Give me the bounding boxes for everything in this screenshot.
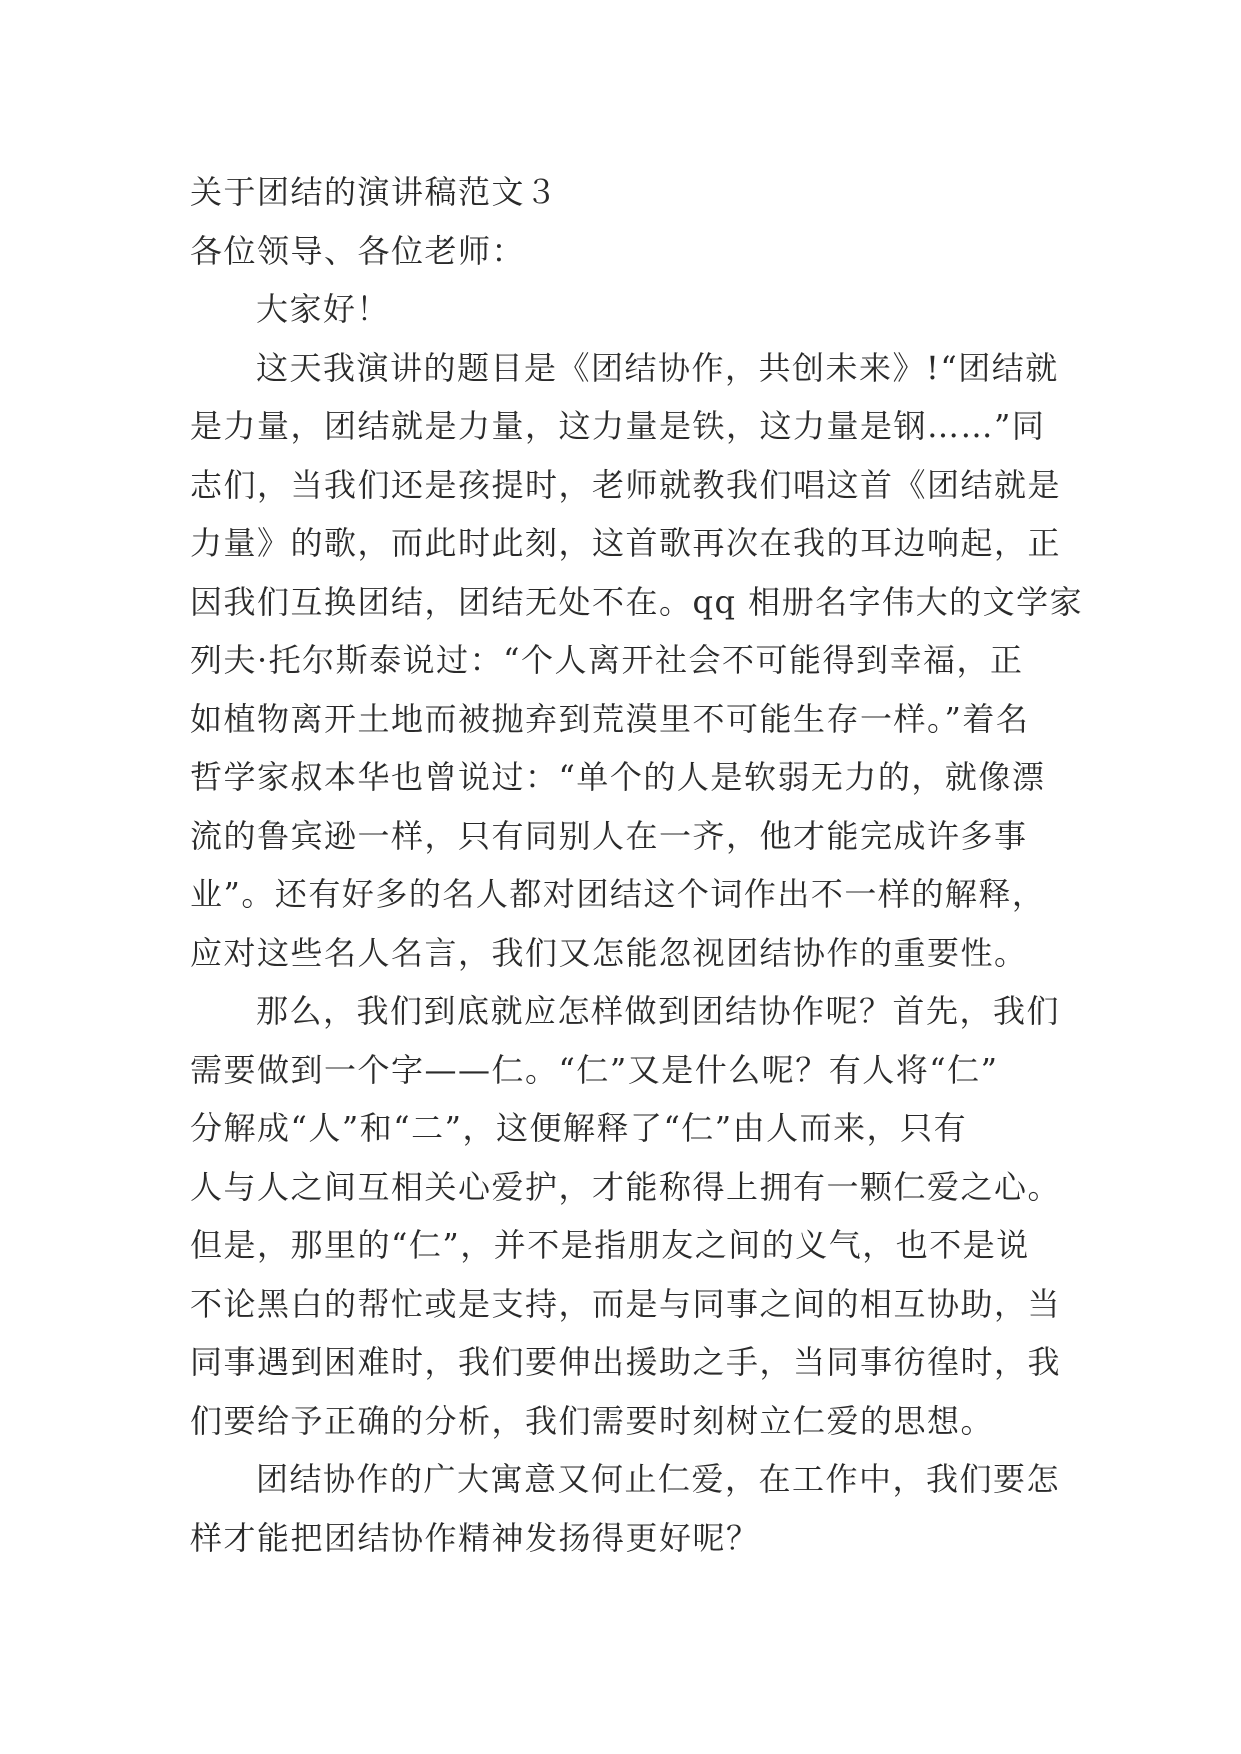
text-line: 这天我演讲的题目是《团结协作，共创未来》!“团结就 (256, 348, 1059, 387)
text-line: 志们，当我们还是孩提时，老师就教我们唱这首《团结就是 (190, 465, 1062, 504)
document-body (190, 163, 1084, 1567)
text-line: 不论黑白的帮忙或是支持，而是与同事之间的相互协助，当 (190, 1284, 1062, 1323)
text-line: 那么，我们到底就应怎样做到团结协作呢？首先，我们 (256, 992, 1061, 1030)
text-line: 团结协作的广大寓意又何止仁爱，在工作中，我们要怎 (256, 1460, 1061, 1498)
text-line: 是力量，团结就是力量，这力量是铁，这力量是钢……”同 (190, 407, 1046, 445)
text-line: 应对这些名人名言，我们又怎能忽视团结协作的重要性。 (190, 933, 1028, 972)
text-line: 同事遇到困难时，我们要伸出援助之手，当同事彷徨时，我 (190, 1343, 1062, 1381)
text-line: 如植物离开土地而被抛弃到荒漠里不可能生存一样。”着名 (190, 699, 1030, 738)
text-line: 哲学家叔本华也曾说过：“单个的人是软弱无力的，就像漂 (190, 758, 1046, 796)
document-title: 关于团结的演讲稿范文３ (190, 173, 559, 211)
text-line: 因我们互换团结，团结无处不在。qq 相册名字伟大的文学家 (190, 582, 1084, 621)
text-line: 力量》的歌，而此时此刻，这首歌再次在我的耳边响起，正 (190, 524, 1062, 562)
text-line: 大家好！ (256, 290, 391, 328)
text-line: 流的鲁宾逊一样，只有同别人在一齐，他才能完成许多事 (190, 816, 1028, 855)
text-line: 但是，那里的“仁”，并不是指朋友之间的义气，也不是说 (190, 1226, 1030, 1264)
text-line: 需要做到一个字——仁。“仁”又是什么呢？有人将“仁” (190, 1050, 999, 1089)
text-line: 业”。还有好多的名人都对团结这个词作出不一样的解释， (190, 875, 1046, 913)
text-line: 列夫·托尔斯泰说过：“个人离开社会不可能得到幸福，正 (190, 641, 1024, 679)
text-line: 们要给予正确的分析，我们需要时刻树立仁爱的思想。 (190, 1401, 995, 1440)
text-line: 分解成“人”和“二”，这便解释了“仁”由人而来，只有 (190, 1109, 968, 1147)
text-line: 各位领导、各位老师： (190, 231, 526, 270)
text-line: 样才能把团结协作精神发扬得更好呢？ (190, 1518, 760, 1557)
text-line: 人与人之间互相关心爱护，才能称得上拥有一颗仁爱之心。 (190, 1167, 1062, 1206)
